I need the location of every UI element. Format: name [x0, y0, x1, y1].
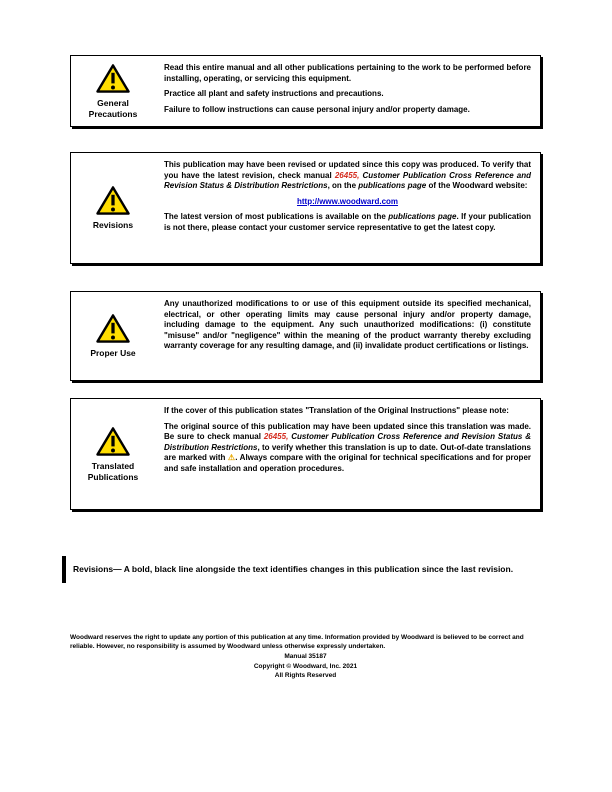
paragraph: The latest version of most publications is available on the publications page. If your publication is not there, please contact your customer service representative to get the latest copy.: [164, 212, 532, 232]
proper-use-text: [155, 292, 540, 380]
paragraph: This publication may have been revised or updated since this copy was produced. To verify that you have the latest revision, check manual 26455, Customer Publication Cross Reference and Revision Status & Distribution Restrictions, on the publications page of the Woodward website:: [164, 160, 531, 191]
general-precautions-box: [70, 55, 541, 127]
general-precautions-text: [155, 56, 540, 126]
warning-triangle-icon: [95, 313, 131, 344]
revisions-icon-column: [71, 153, 155, 263]
warning-triangle-icon: [95, 426, 131, 457]
paragraph: Failure to follow instructions can cause personal injury and/or property damage.: [164, 104, 470, 114]
box-label-proper-use: Proper Use: [90, 348, 136, 359]
translated-publications-icon-column: [71, 399, 155, 509]
warning-triangle-icon: [95, 185, 131, 216]
proper-use-box: [70, 291, 541, 381]
footer-manual-number: Manual 35187: [284, 653, 327, 661]
revisions-box: [70, 152, 541, 264]
paragraph: Practice all plant and safety instructions and precautions.: [164, 89, 384, 99]
box-label-revisions: Revisions: [92, 220, 134, 231]
paragraph: If the cover of this publication states "Translation of the Original Instructions" please note:: [164, 406, 509, 415]
revision-note-text: Revisions— A bold, black line alongside the text identifies changes in this publication since the last revision.: [73, 563, 514, 574]
general-precautions-icon-column: [71, 56, 155, 126]
link-line: [164, 197, 531, 208]
footer-copyright: Copyright © Woodward, Inc. 2021: [253, 662, 358, 670]
box-label-general-precautions: General Precautions: [88, 98, 138, 119]
proper-use-icon-column: [71, 292, 155, 380]
box-label-translated-publications: Translated Publications: [87, 461, 139, 482]
change-bar: [62, 556, 66, 583]
translated-publications-box: [70, 398, 541, 510]
paragraph: The original source of this publication may have been updated since this translation was made. Be sure to check manual 26455, Customer Publication Cross Reference and Revision Status & Distribution Restrictions, to verify whether this translation is up to date. Out-of-date translations are marked with ⚠. Always compare with the original for technical specifications and for proper and safe installation and operation procedures.: [164, 421, 532, 473]
paragraph: Read this entire manual and all other publications pertaining to the work to be performed before installing, operating, or servicing this equipment.: [164, 63, 531, 83]
translated-publications-text: [155, 399, 540, 509]
woodward-website-link[interactable]: http://www.woodward.com: [296, 196, 399, 206]
footer-rights: All Rights Reserved: [274, 672, 337, 680]
warning-triangle-icon: [95, 63, 131, 94]
revision-note: [62, 556, 541, 583]
paragraph: Any unauthorized modifications to or use of this equipment outside its specified mechanical, electrical, or other operating limits may cause personal injury and/or property damage, including damage to the equipment. Any such unauthorized modifications: (i) constitute "misuse" and/or "negligence" within the meaning of the product warranty thereby excluding warranty coverage for any resulting damage, and (ii) invalidate product certifications or listings.: [164, 299, 531, 351]
revisions-text: [155, 153, 540, 263]
footer-disclaimer: Woodward reserves the right to update any portion of this publication at any time. Information provided by Woodward is believed to be correct and reliable. However, no responsibility is assumed by Woodward unless otherwise expressly undertaken.: [70, 634, 524, 651]
